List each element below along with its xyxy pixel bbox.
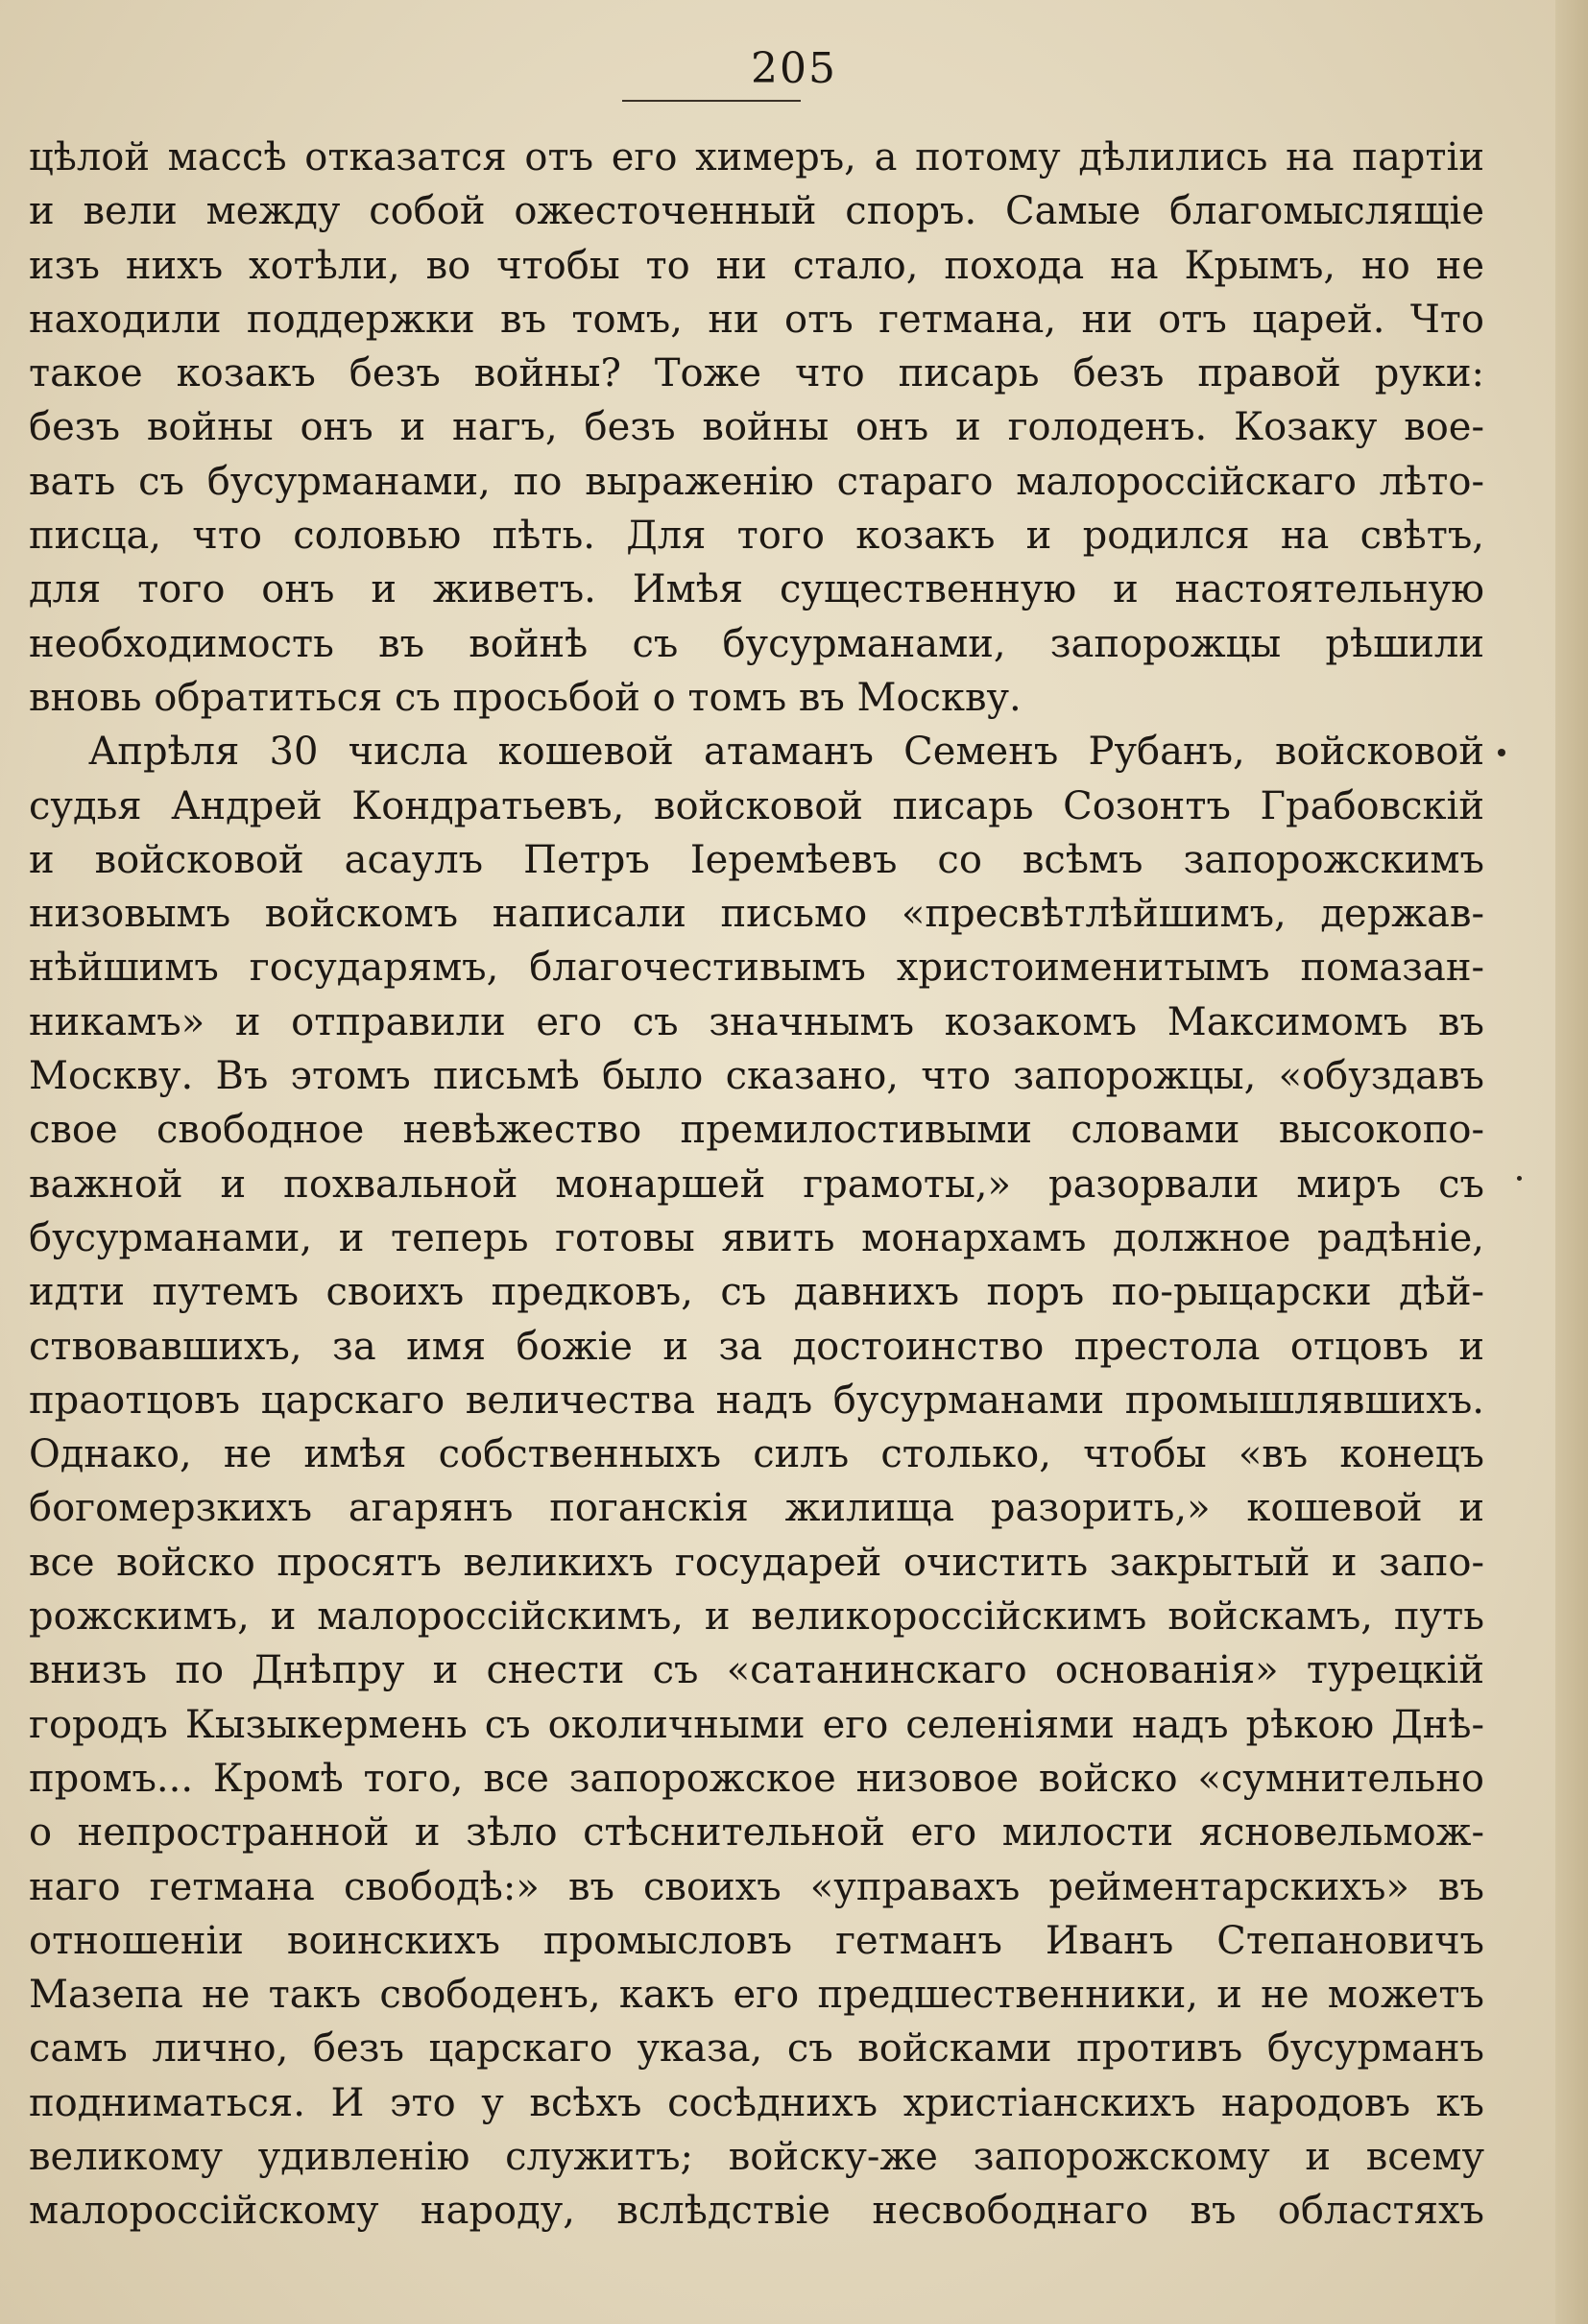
text-line: Апрѣля 30 числа кошевой атаманъ Семенъ Рубанъ, войсковой <box>88 730 1484 775</box>
text-line: рожскимъ, и малороссійскимъ, и великороссійскимъ войскамъ, путь <box>29 1594 1484 1640</box>
text-line: такое козакъ безъ войны? Тоже что писарь безъ правой руки: <box>29 351 1484 396</box>
text-line: и войсковой асаулъ Петръ Іеремѣевъ со всѣмъ запорожскимъ <box>29 837 1484 882</box>
paragraph-1 <box>29 131 1484 725</box>
text-line: богомерзкихъ агарянъ поганскія жилища разорить,» кошевой и <box>29 1486 1484 1531</box>
text-line: ствовавшихъ, за имя божіе и за достоинство престола отцовъ и <box>29 1324 1484 1369</box>
text-line: идти путемъ своихъ предковъ, съ давнихъ поръ по-рыцарски дѣй- <box>29 1270 1484 1315</box>
text-line: находили поддержки въ томъ, ни отъ гетмана, ни отъ царей. Что <box>29 297 1484 342</box>
text-line: вновь обратиться съ просьбой о томъ въ Москву. <box>29 675 1022 720</box>
page-edge <box>1555 0 1588 2324</box>
text-line: низовымъ войскомъ написали письмо «пресвѣтлѣйшимъ, держав- <box>29 892 1484 937</box>
text-line: городъ Кызыкермень съ околичными его селеніями надъ рѣкою Днѣ- <box>29 1702 1484 1747</box>
text-line: свое свободное невѣжество премилостивыми словами высокопо- <box>29 1108 1484 1153</box>
header-rule <box>622 100 801 102</box>
text-line: великому удивленію служитъ; войску-же запорожскому и всему <box>29 2134 1484 2179</box>
text-line: малороссійскому народу, вслѣдствіе несвободнаго въ областяхъ <box>29 2189 1484 2234</box>
text-line: нѣйшимъ государямъ, благочестивымъ христоименитымъ помазан- <box>29 946 1484 991</box>
text-line: цѣлой массѣ отказатся отъ его химеръ, а потому дѣлились на партіи <box>29 135 1484 180</box>
text-line: и вели между собой ожесточенный споръ. Самые благомыслящіе <box>29 189 1484 234</box>
text-line: писца, что соловью пѣть. Для того козакъ и родился на свѣтъ, <box>29 514 1484 559</box>
paragraph-2 <box>29 725 1484 2238</box>
text-line: о непространной и зѣло стѣснительной его милости ясновельмож- <box>29 1810 1484 1856</box>
text-line: Однако, не имѣя собственныхъ силъ столько, чтобы «въ конецъ <box>29 1432 1484 1477</box>
text-line: важной и похвальной монаршей грамоты,» разорвали миръ съ <box>29 1162 1484 1207</box>
body-text <box>29 131 1484 2239</box>
text-line: вать съ бусурманами, по выраженію стараго малороссійскаго лѣто- <box>29 459 1484 504</box>
text-line: праотцовъ царскаго величества надъ бусурманами промышлявшихъ. <box>29 1378 1484 1423</box>
ink-spot <box>1498 749 1505 756</box>
text-line: изъ нихъ хотѣли, во чтобы то ни стало, похода на Крымъ, но не <box>29 243 1484 288</box>
text-line: отношеніи воинскихъ промысловъ гетманъ Иванъ Степановичъ <box>29 1918 1484 1963</box>
text-line: судья Андрей Кондратьевъ, войсковой писарь Созонтъ Грабовскій <box>29 783 1484 828</box>
text-line: наго гетмана свободѣ:» въ своихъ «управахъ рейментарскихъ» въ <box>29 1864 1484 1909</box>
text-line: Москву. Въ этомъ письмѣ было сказано, что запорожцы, «обуздавъ <box>29 1054 1484 1099</box>
text-line: самъ лично, безъ царскаго указа, съ войсками противъ бусурманъ <box>29 2026 1484 2072</box>
text-line: бусурманами, и теперь готовы явить монархамъ должное радѣніе, <box>29 1215 1484 1260</box>
page-number: 205 <box>751 44 837 93</box>
text-line: подниматься. И это у всѣхъ сосѣднихъ христіанскихъ народовъ къ <box>29 2080 1484 2125</box>
text-line: никамъ» и отправили его съ значнымъ козакомъ Максимомъ въ <box>29 999 1484 1044</box>
text-line: необходимость въ войнѣ съ бусурманами, запорожцы рѣшили <box>29 621 1484 666</box>
text-line: внизъ по Днѣпру и снести съ «сатанинскаго основанія» турецкій <box>29 1648 1484 1693</box>
text-line: для того онъ и живетъ. Имѣя существенную и настоятельную <box>29 567 1484 612</box>
text-line: все войско просятъ великихъ государей очистить закрытый и запо- <box>29 1540 1484 1585</box>
text-line: Мазепа не такъ свободенъ, какъ его предшественники, и не можетъ <box>29 1973 1484 2018</box>
text-line: безъ войны онъ и нагъ, безъ войны онъ и голоденъ. Козаку вое- <box>29 405 1484 450</box>
ink-spot <box>1517 1176 1522 1181</box>
text-line: промъ... Кромѣ того, все запорожское низовое войско «сумнительно <box>29 1756 1484 1801</box>
